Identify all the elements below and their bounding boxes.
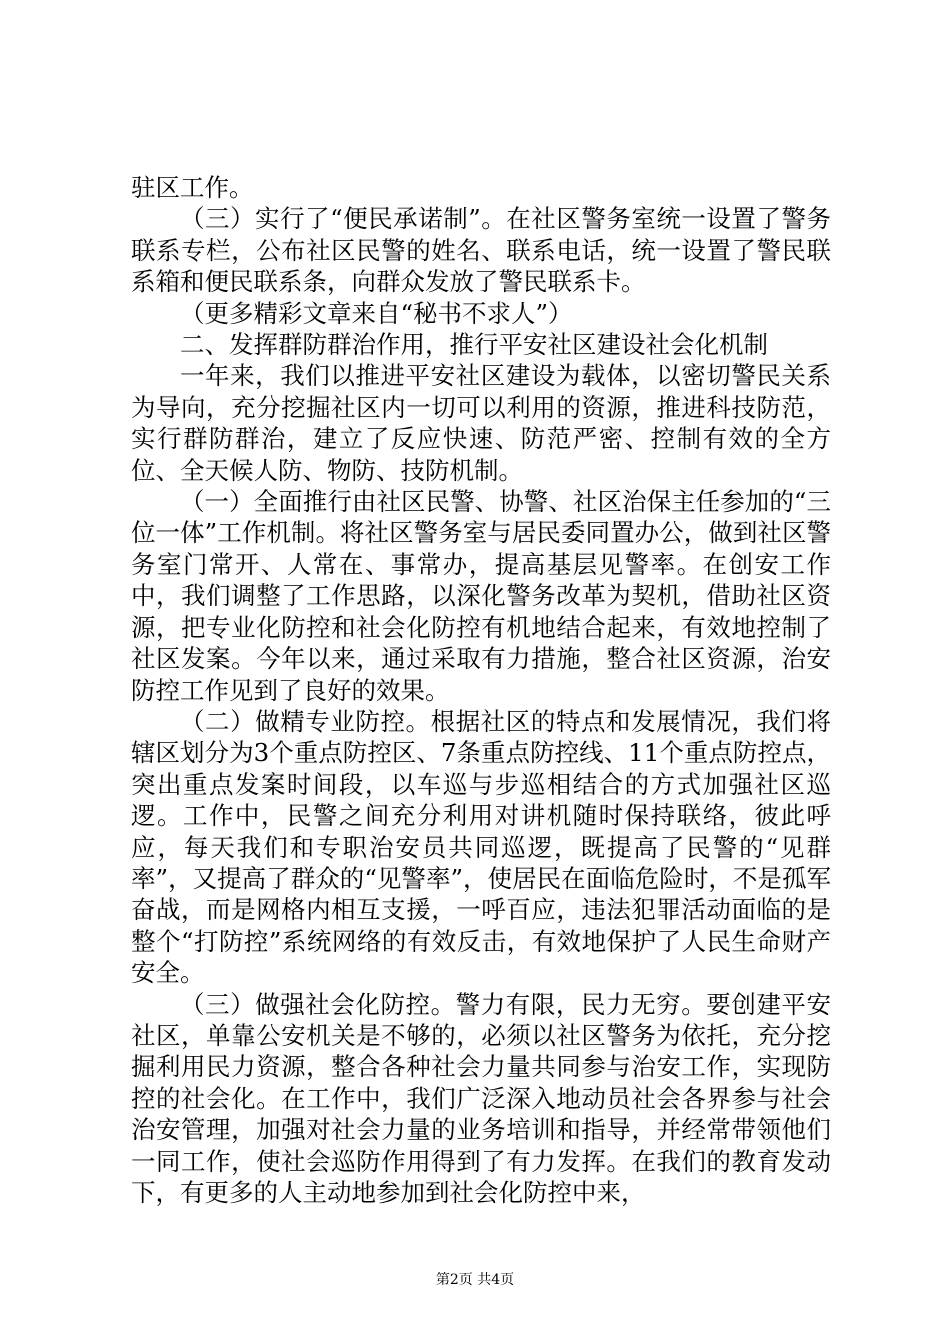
paragraph-item-2: （二）做精专业防控。根据社区的特点和发展情况，我们将辖区划分为3个重点防控区、7条重点防控线、11个重点防控点，突出重点发案时间段，以车巡与步巡相结合的方式加强社区巡逻。工作中，民警之间充分利用对讲机随时保持联络，彼此呼应，每天我们和专职治安员共同巡逻，既提高了民警的“见群率”，又提高了群众的“见警率”，使居民在面临危险时，不是孤军奋战，而是网格内相互支援，一呼百应，违法犯罪活动面临的是整个“打防控”系统网络的有效反击，有效地保护了人民生命财产安全。 [131, 706, 831, 988]
page-number: 第2页 共4页 [435, 1272, 515, 1288]
page-footer [0, 1271, 950, 1289]
paragraph-item-1: （一）全面推行由社区民警、协警、社区治保主任参加的“三位一体”工作机制。将社区警务室与居民委同置办公，做到社区警务室门常开、人常在、事常办，提高基层见警率。在创安工作中，我们调整了工作思路，以深化警务改革为契机，借助社区资源，把专业化防控和社会化防控有机地结合起来，有效地控制了社区发案。今年以来，通过采取有力措施，整合社区资源，治安防控工作见到了良好的效果。 [131, 487, 831, 705]
paragraph-item-3: （三）做强社会化防控。警力有限，民力无穷。要创建平安社区，单靠公安机关是不够的，必须以社区警务为依托，充分挖掘利用民力资源，整合各种社会力量共同参与治安工作，实现防控的社会化。在工作中，我们广泛深入地动员社会各界参与社会治安管理，加强对社会力量的业务培训和指导，并经常带领他们一同工作，使社会巡防作用得到了有力发挥。在我们的教育发动下，有更多的人主动地参加到社会化防控中来， [131, 989, 831, 1207]
section-heading: 二、发挥群防群治作用，推行平安社区建设社会化机制 [180, 330, 768, 360]
paragraph-convenience-commitment: （三）实行了“便民承诺制”。在社区警务室统一设置了警务联系专栏，公布社区民警的姓名、联系电话，统一设置了警民联系箱和便民联系条，向群众发放了警民联系卡。 [131, 204, 831, 297]
document-body [131, 172, 831, 1208]
paragraph-intro: 一年来，我们以推进平安社区建设为载体，以密切警民关系为导向，充分挖掘社区内一切可以利用的资源，推进科技防范，实行群防群治，建立了反应快速、防范严密、控制有效的全方位、全天候人防、物防、技防机制。 [131, 361, 831, 485]
paragraph-source-note: （更多精彩文章来自“秘书不求人”） [180, 298, 573, 328]
paragraph-continuation: 驻区工作。 [131, 173, 254, 202]
